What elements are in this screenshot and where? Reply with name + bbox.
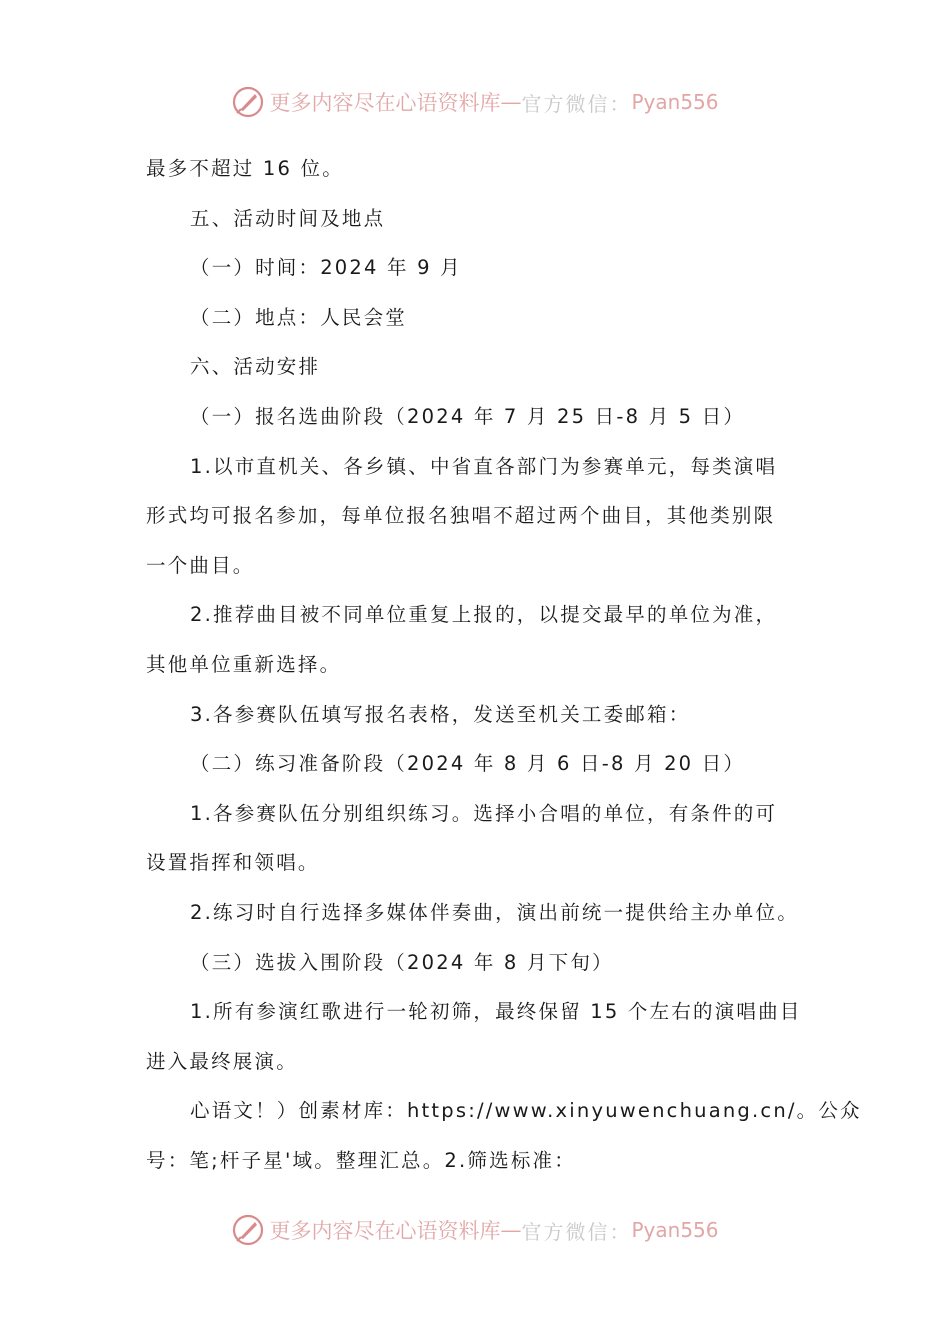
- watermark-label: 官方微信：: [521, 91, 632, 116]
- text-line: 1.各参赛队伍分别组织练习。选择小合唱的单位，有条件的可: [190, 801, 778, 825]
- watermark-brand: 更多内容尽在心语资料库: [269, 91, 501, 115]
- footer-watermark: [0, 1210, 950, 1250]
- header-watermark: [0, 82, 950, 122]
- text-line: （一）报名选曲阶段（2024 年 7 月 25 日-8 月 5 日）: [190, 404, 746, 428]
- text-line: （一）时间：2024 年 9 月: [190, 256, 462, 280]
- quill-logo-icon: [231, 1213, 265, 1247]
- text-line: （二）练习准备阶段（2024 年 8 月 6 日-8 月 20 日）: [190, 752, 746, 776]
- text-line: 2.推荐曲目被不同单位重复上报的，以提交最早的单位为准，: [190, 603, 778, 627]
- quill-logo-icon: [231, 85, 265, 119]
- text-line: 形式均可报名参加，每单位报名独唱不超过两个曲目，其他类别限: [146, 504, 776, 528]
- text-line: 六、活动安排: [190, 355, 321, 379]
- watermark-label: 官方微信：: [521, 1219, 632, 1244]
- text-line: 号：笔;杆子星'域。整理汇总。2.筛选标准：: [146, 1148, 576, 1172]
- text-line: 其他单位重新选择。: [146, 652, 342, 676]
- text-line: （二）地点：人民会堂: [190, 305, 408, 329]
- watermark-separator: —: [500, 1218, 522, 1242]
- text-line: （三）选拔入围阶段（2024 年 8 月下旬）: [190, 950, 614, 974]
- text-line: 五、活动时间及地点: [190, 206, 386, 230]
- text-line: 心语文！）创素材库：https://www.xinyuwenchuang.cn/。公众: [190, 1099, 862, 1123]
- text-line: 最多不超过 16 位。: [146, 157, 344, 180]
- text-line: 1.以市直机关、各乡镇、中省直各部门为参赛单元，每类演唱: [190, 454, 778, 478]
- text-line: 一个曲目。: [146, 553, 255, 577]
- document-body: [146, 144, 862, 1185]
- text-line: 设置指挥和领唱。: [146, 851, 320, 875]
- watermark-id: Pyan556: [631, 90, 719, 114]
- watermark-brand: 更多内容尽在心语资料库: [269, 1219, 501, 1243]
- watermark-separator: —: [500, 90, 522, 114]
- text-line: 3.各参赛队伍填写报名表格，发送至机关工委邮箱：: [190, 702, 691, 726]
- watermark-id: Pyan556: [631, 1218, 719, 1242]
- text-line: 进入最终展演。: [146, 1049, 298, 1073]
- text-line: 1.所有参演红歌进行一轮初筛，最终保留 15 个左右的演唱曲目: [190, 1000, 802, 1024]
- text-line: 2.练习时自行选择多媒体伴奏曲，演出前统一提供给主办单位。: [190, 900, 799, 924]
